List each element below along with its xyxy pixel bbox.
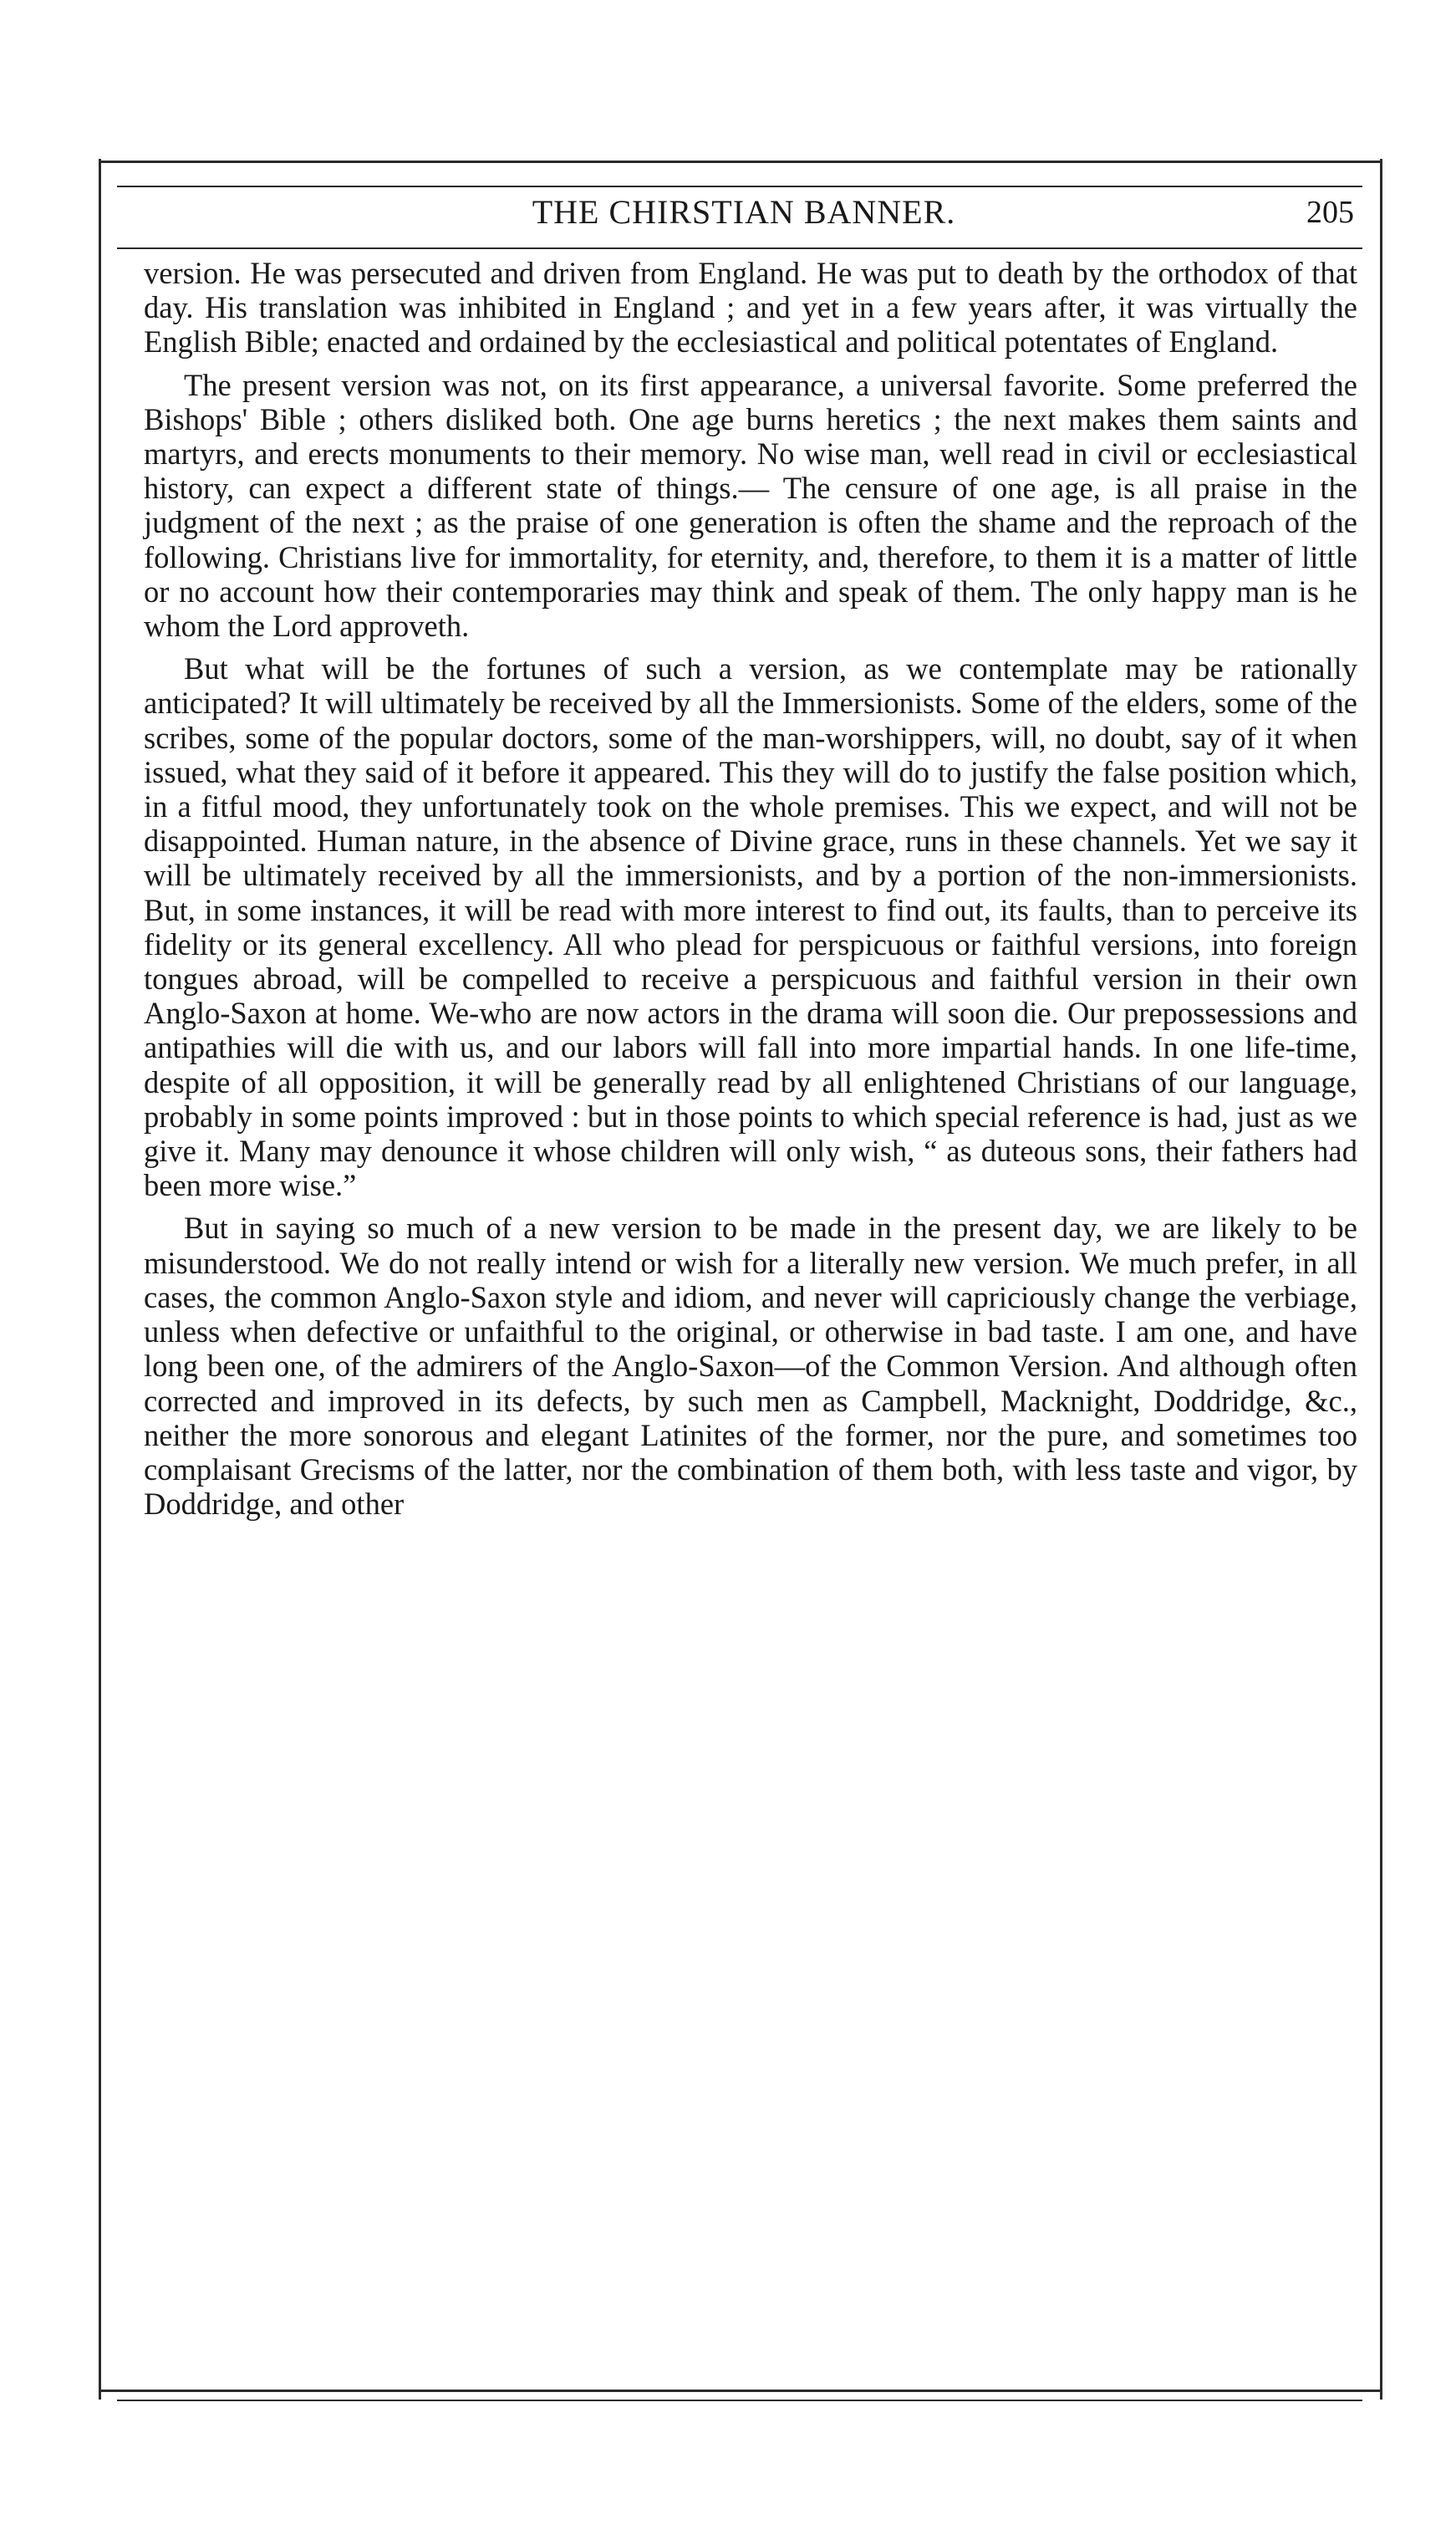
running-head [125,191,1362,241]
page-number: 205 [1306,195,1354,230]
article-body [144,256,1357,1529]
paragraph-3: But what will be the fortunes of such a version, as we contemplate may be rationally anticipated? It will ultimately be received by all the Immersionists. Some of the elders, some of the scribes, some of the popular doctors, some of the man-worshippers, will, no doubt, say of it when issued, what they said of it before it appeared. This they will do to justify the false position which, in a fitful mood, they unfortunately took on the whole premises. This we expect, and will not be disappointed. Human nature, in the absence of Divine grace, runs in these channels. Yet we say it will be ultimately received by all the immersionists, and by a portion of the non-immersionists. But, in some instances, it will be read with more interest to find out, its faults, than to perceive its fidelity or its general excellency. All who plead for perspicuous or faithful versions, into foreign tongues abroad, will be compelled to receive a perspicuous and faithful version in their own Anglo-Saxon at home. We-who are now actors in the drama will soon die. Our prepossessions and antipathies will die with us, and our labors will fall into more impartial hands. In one life-time, despite of all opposition, it will be generally read by all enlightened Christians of our language, probably in some points improved : but in those points to which special reference is had, just as we give it. Many may denounce it whose children will only wish, “ as duteous sons, their fathers had been more wise.” [144,651,1357,1203]
paragraph-2: The present version was not, on its first appearance, a universal favorite. Some preferred the Bishops' Bible ; others disliked both. One age burns heretics ; the next makes them saints and martyrs, and erects monuments to their memory. No wise man, well read in civil or ecclesiastical history, can expect a different state of things.— The censure of one age, is all praise in the judgment of the next ; as the praise of one generation is often the shame and the reproach of the following. Christians live for immortality, for eternity, and, therefore, to them it is a matter of little or no account how their contemporaries may think and speak of them. The only happy man is he whom the Lord approveth. [144,367,1357,644]
paragraph-1: version. He was persecuted and driven from England. He was put to death by the orthodox of that day. His translation was inhibited in England ; and yet in a few years after, it was virtually the English Bible; enacted and ordained by the ecclesiastical and political potentates of England. [144,256,1357,360]
paragraph-4: But in saying so much of a new version to be made in the present day, we are likely to be misunderstood. We do not really intend or wish for a literally new version. We much prefer, in all cases, the common Anglo-Saxon style and idiom, and never will capriciously change the verbiage, unless when defective or unfaithful to the original, or otherwise in bad taste. I am one, and have long been one, of the admirers of the Anglo-Saxon—of the Common Version. And although often corrected and improved in its defects, by such men as Campbell, Macknight, Doddridge, &c., neither the more sonorous and elegant Latinites of the former, nor the pure, and sometimes too complaisant Grecisms of the latter, nor the combination of them both, with less taste and vigor, by Doddridge, and other [144,1211,1357,1522]
running-title: THE CHIRSTIAN BANNER. [532,193,956,231]
bottom-inner-rule [117,2400,1362,2401]
header-rule [117,247,1362,249]
bottom-border-rule [99,2390,1382,2392]
